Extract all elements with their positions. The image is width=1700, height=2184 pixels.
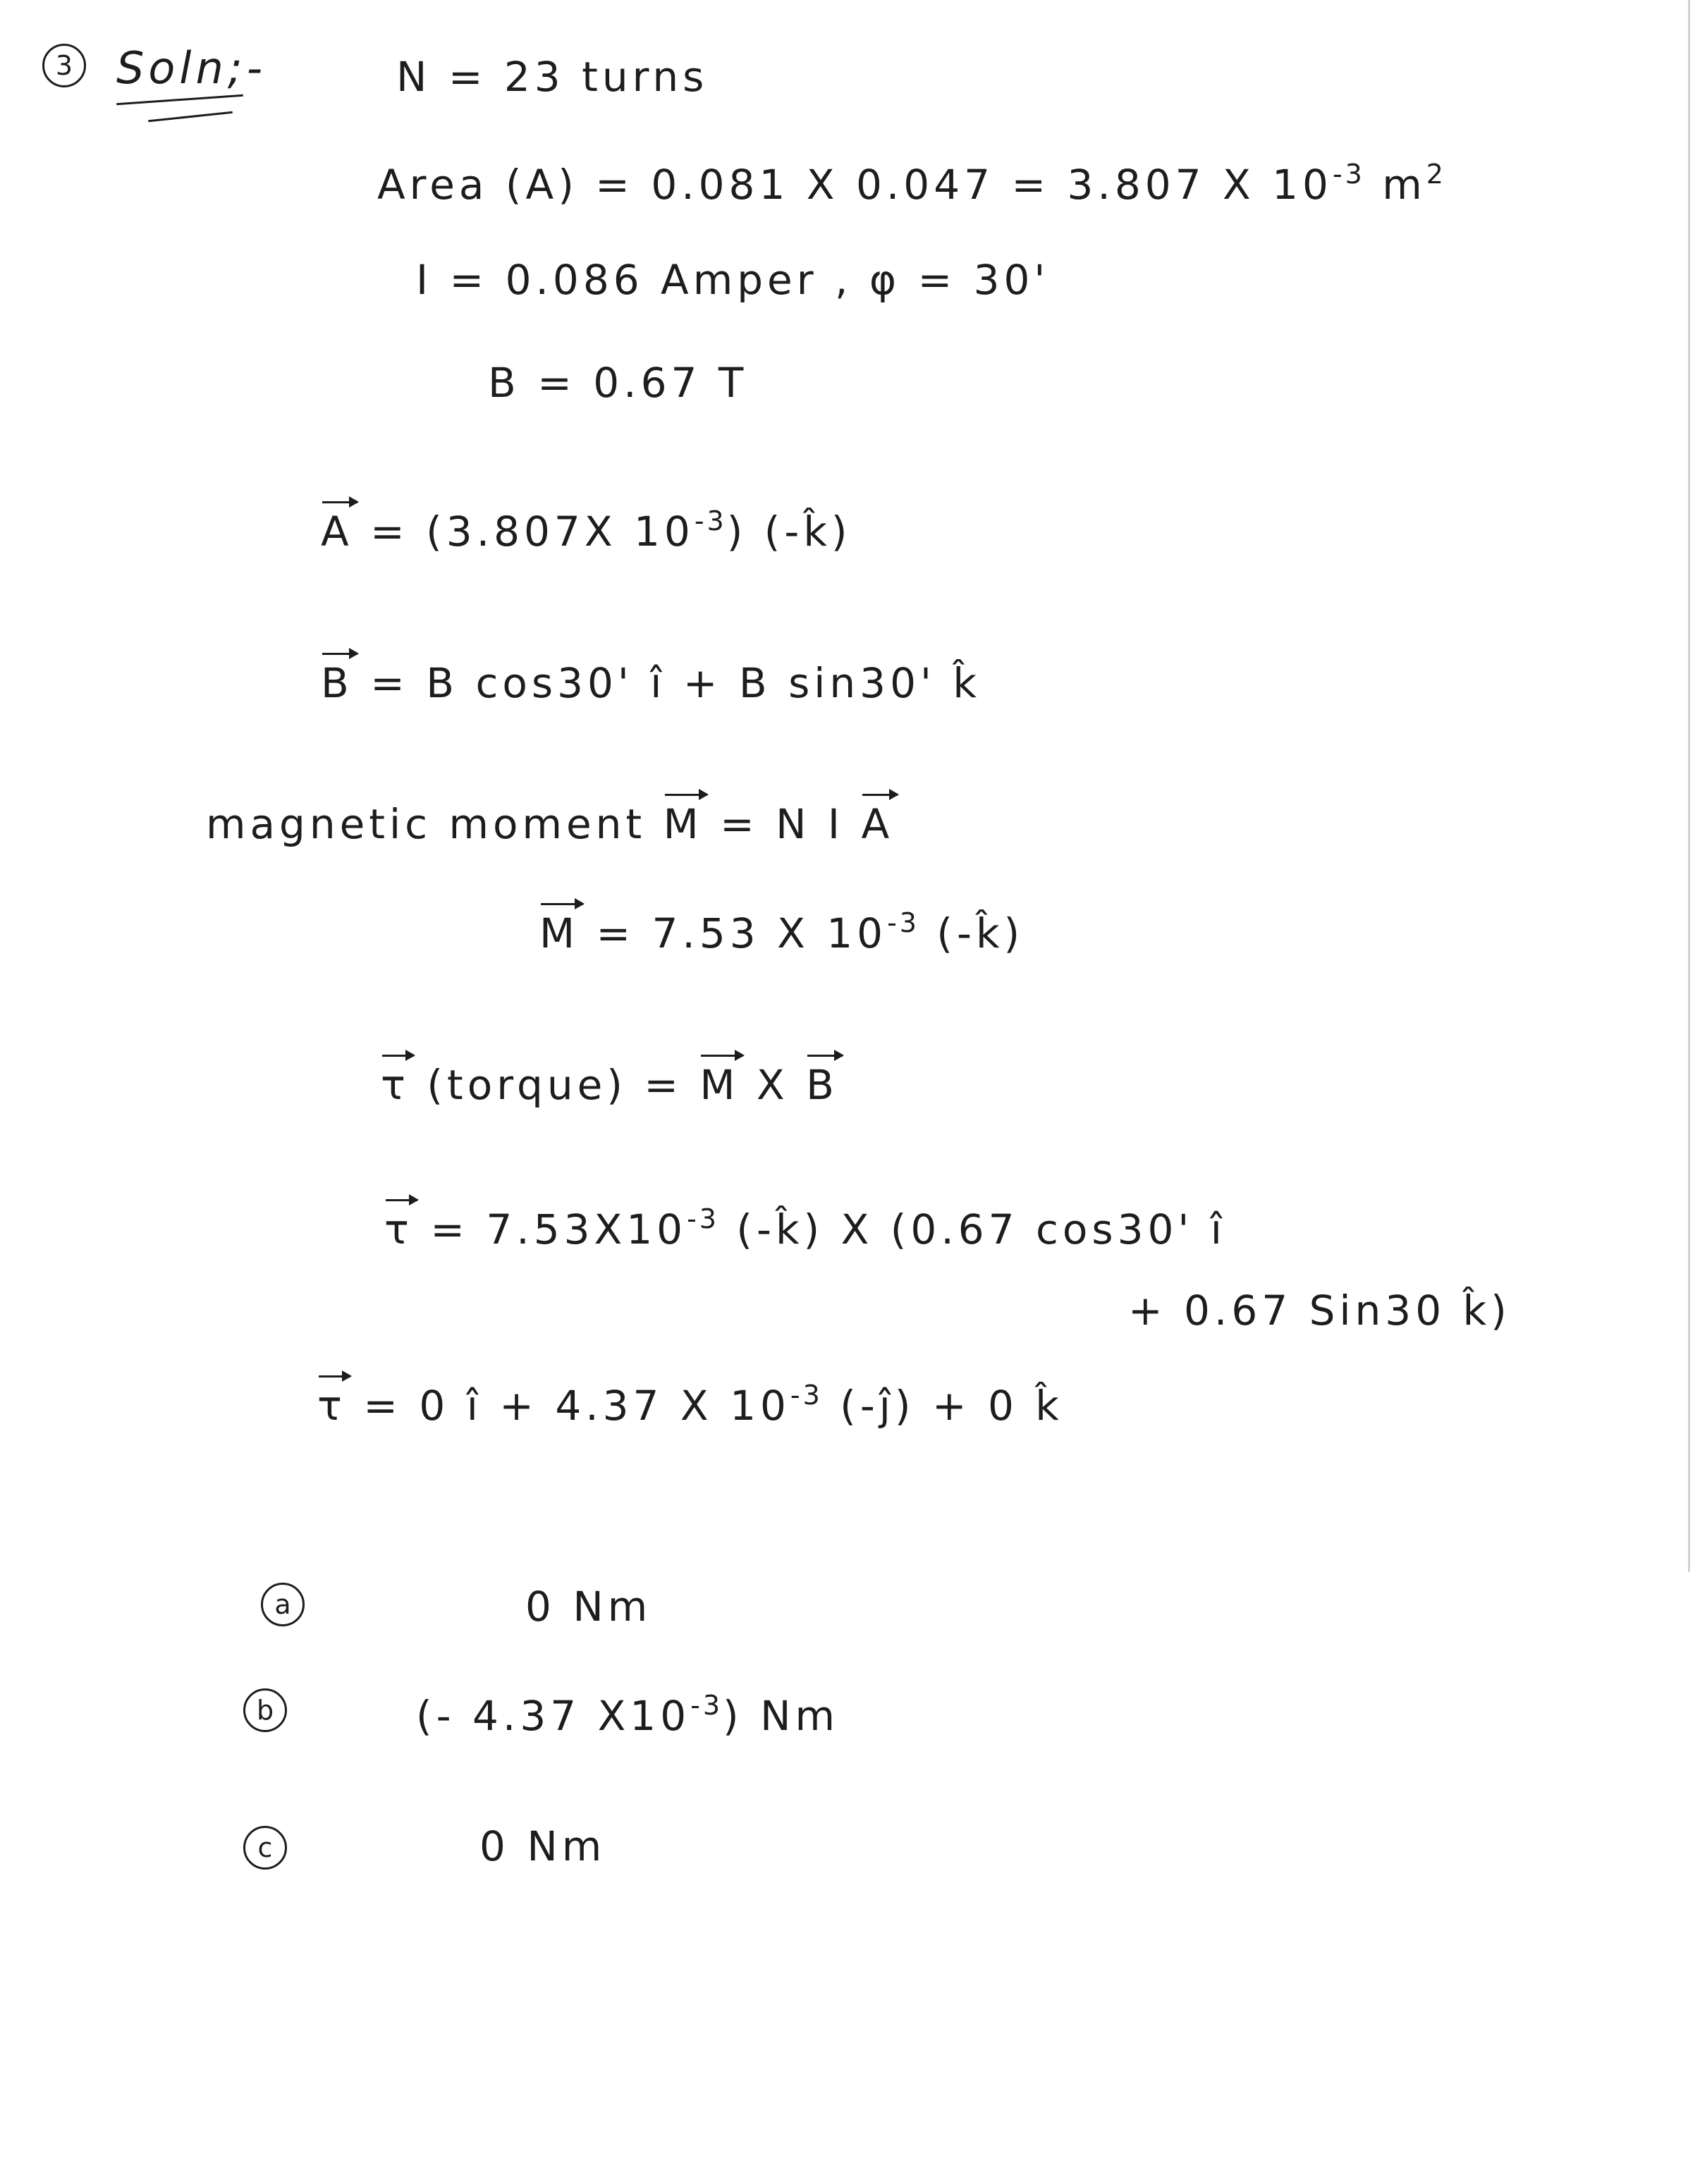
vector-b-line: B = B cos30' î + B sin30' k̂ bbox=[321, 659, 981, 707]
answer-b-value: (- 4.37 $X10^{-3}$) Nm bbox=[416, 1690, 839, 1740]
magnetic-moment-value: M = 7.53 X $10^{-3}$ (-k̂) bbox=[539, 907, 1025, 957]
magnetic-moment-definition: magnetic moment M = N I A bbox=[206, 800, 894, 848]
current-angle-line: I = 0.086 Amper , φ = 30' bbox=[416, 256, 1050, 304]
torque-symbol: τ bbox=[381, 1061, 410, 1109]
area-vector-symbol: A bbox=[861, 800, 894, 848]
moment-m-symbol-2: M bbox=[539, 909, 580, 957]
torque-symbol-2: τ bbox=[384, 1206, 413, 1253]
vector-a-symbol: A bbox=[321, 508, 353, 556]
field-line: B = 0.67 T bbox=[488, 359, 748, 407]
moment-m-symbol: M bbox=[663, 800, 703, 848]
torque-m-symbol: M bbox=[699, 1061, 740, 1109]
torque-symbol-3: τ bbox=[317, 1382, 346, 1430]
vector-b-symbol: B bbox=[321, 659, 353, 707]
soln-underline bbox=[116, 94, 243, 106]
torque-definition: τ (torque) = M X B bbox=[381, 1061, 838, 1109]
torque-expansion-line-2: + 0.67 Sin30 k̂) bbox=[1128, 1287, 1511, 1335]
problem-number: 3 bbox=[55, 50, 73, 81]
answer-c-value: 0 Nm bbox=[479, 1822, 606, 1870]
answer-a-value: 0 Nm bbox=[525, 1583, 652, 1631]
torque-b-symbol: B bbox=[806, 1061, 838, 1109]
answer-c-circle: c bbox=[243, 1826, 287, 1870]
torque-expansion-line-1: $\tau = 7.53X10^{-3}$ (-k̂) X (0.67 cos30' î bbox=[384, 1203, 1226, 1253]
problem-number-circle bbox=[42, 44, 86, 87]
turns-line: N = 23 turns bbox=[396, 53, 709, 101]
answer-b-circle: b bbox=[243, 1688, 287, 1732]
page-edge-line bbox=[1688, 0, 1690, 1572]
answer-a-circle: a bbox=[261, 1583, 305, 1626]
soln-label: Soln;- bbox=[116, 42, 267, 94]
area-line: Area (A) = 0.081 X 0.047 = 3.807 X $10^{-3}$ $m^2$ bbox=[377, 159, 1446, 209]
vector-a-line: A = (3.807X $10^{-3}$) (-k̂) bbox=[321, 505, 852, 556]
soln-underline-second bbox=[148, 111, 233, 123]
torque-result-line: τ = 0 î + 4.37 X $10^{-3}$ (-ĵ) + 0 k̂ bbox=[317, 1380, 1063, 1430]
